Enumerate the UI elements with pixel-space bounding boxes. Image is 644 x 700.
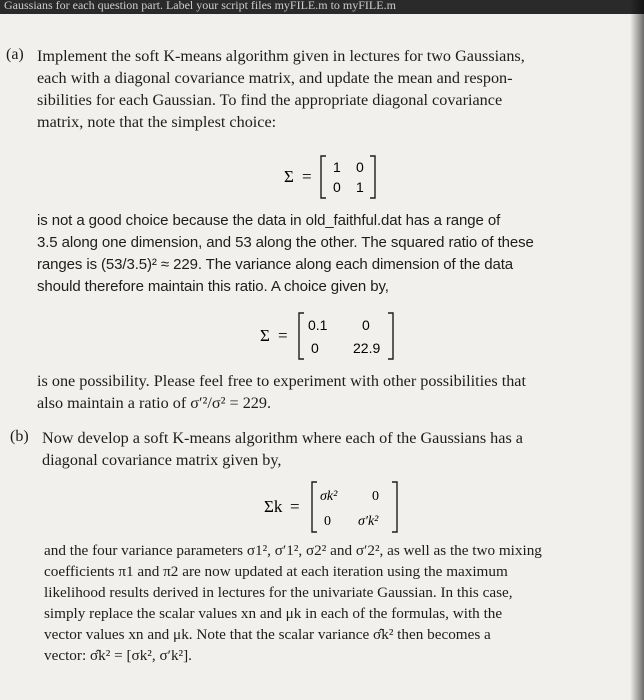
diagonal-matrix-equation (258, 309, 408, 363)
text-line: and the four variance parameters σ1², σ′1², σ2² and σ′2², as well as the two mixing (44, 542, 542, 559)
photo-edge-shadow (630, 0, 644, 700)
text-line: matrix, note that the simplest choice: (37, 113, 277, 131)
matrix-cell: 0 (333, 179, 341, 195)
text-line: diagonal covariance matrix given by, (42, 451, 282, 469)
part-b-details (44, 540, 542, 666)
part-a-label: (a) (6, 46, 24, 63)
left-bracket (312, 482, 317, 532)
matrix-cell: 0.1 (308, 317, 328, 333)
left-bracket (321, 156, 326, 198)
text-line: Implement the soft K-means algorithm given in lectures for two Gaussians, (37, 47, 525, 65)
matrix-cell: σ′k² (358, 514, 379, 529)
text-line: vector values xn and μk. Note that the scalar variance σ̂k² then becomes a (44, 626, 491, 643)
equals-sign: = (290, 497, 300, 516)
per-gaussian-matrix-equation (262, 478, 412, 536)
matrix-cell: 0 (311, 340, 319, 356)
text-line: sibilities for each Gaussian. To find the appropriate diagonal covariance (37, 91, 503, 109)
matrix-svg (258, 309, 408, 363)
text-line: each with a diagonal covariance matrix, and update the mean and respon- (37, 69, 513, 87)
matrix-cell: 0 (362, 317, 370, 333)
matrix-cell: 0 (356, 159, 364, 175)
part-a-explanation (37, 210, 534, 298)
identity-matrix-equation (282, 152, 392, 202)
text-line: is not a good choice because the data in old_faithful.dat has a range of (37, 212, 501, 229)
equals-sign: = (278, 326, 288, 345)
text-line: likelihood results derived in lectures for the univariate Gaussian. In this case, (44, 584, 513, 601)
cut-off-header-line (0, 0, 644, 14)
right-bracket (370, 156, 375, 198)
text-line: is one possibility. Please feel free to experiment with other possibilities that (37, 372, 526, 390)
text-line: should therefore maintain this ratio. A choice given by, (37, 278, 389, 295)
sigma-symbol: Σ (260, 326, 270, 345)
left-bracket (299, 313, 304, 359)
sigma-symbol: Σ (284, 167, 294, 186)
right-bracket (392, 482, 397, 532)
right-bracket (388, 313, 393, 359)
matrix-cell: 0 (372, 489, 379, 504)
equals-sign: = (302, 167, 312, 186)
text-line: simply replace the scalar values xn and μk in each of the formulas, with the (44, 605, 503, 622)
matrix-cell: 22.9 (353, 340, 381, 356)
header-text: Gaussians for each question part. Label your script files myFILE.m to myFILE.m (4, 0, 396, 12)
part-b-label: (b) (10, 428, 29, 445)
matrix-cell: 1 (333, 159, 341, 175)
matrix-svg (282, 152, 392, 202)
text-line: 3.5 along one dimension, and 53 along the other. The squared ratio of these (37, 234, 534, 251)
matrix-cell: 0 (324, 514, 331, 529)
text-line: also maintain a ratio of σ′²/σ² = 229. (37, 394, 272, 412)
text-line: coefficients π1 and π2 are now updated at each iteration using the maximum (44, 563, 508, 580)
text-line: Now develop a soft K-means algorithm where each of the Gaussians has a (42, 429, 523, 447)
matrix-cell: σk² (320, 489, 338, 504)
matrix-cell: 1 (356, 179, 364, 195)
matrix-svg (262, 478, 412, 536)
part-a-closing (37, 370, 526, 414)
part-b-intro (42, 427, 523, 471)
part-a-intro (37, 45, 525, 133)
text-line: ranges is (53/3.5)² ≈ 229. The variance along each dimension of the data (37, 256, 514, 273)
sigma-k-symbol: Σk (264, 497, 283, 516)
text-line: vector: σ̂k² = [σk², σ′k²]. (44, 647, 192, 664)
